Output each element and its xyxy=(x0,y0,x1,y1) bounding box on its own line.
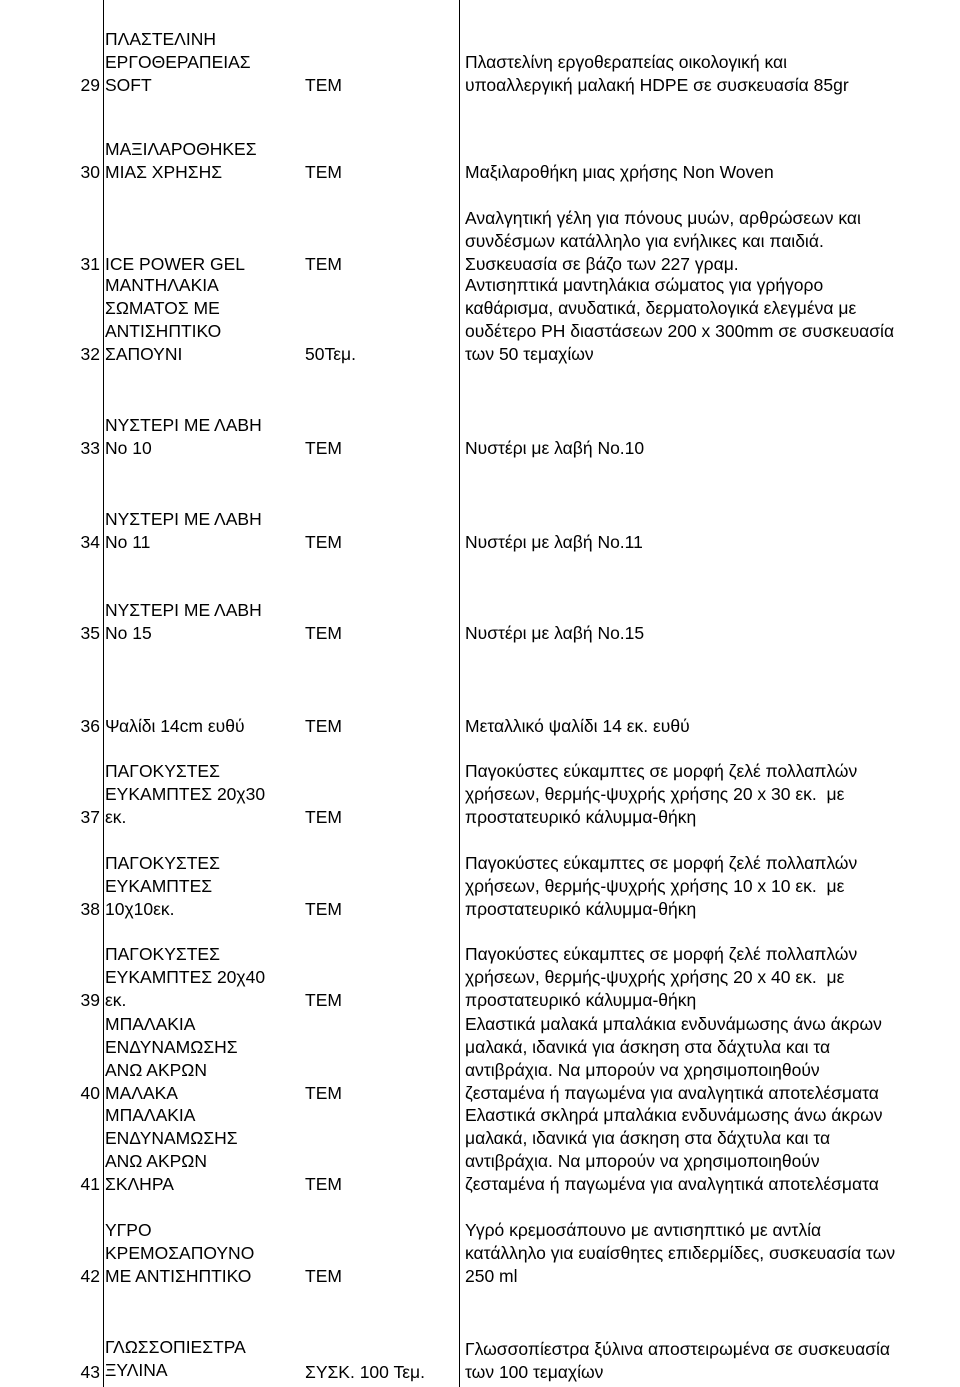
table-row xyxy=(0,1336,960,1384)
item-name: ΝΥΣΤΕΡΙ ΜΕ ΛΑΒΗ No 15 xyxy=(105,600,262,643)
table-row xyxy=(0,1104,960,1196)
item-unit: ΤΕΜ xyxy=(305,623,342,643)
item-name: ΠΑΓΟΚΥΣΤΕΣ ΕΥΚΑΜΠΤΕΣ 10χ10εκ. xyxy=(105,853,220,919)
item-name: ICE POWER GEL xyxy=(105,254,246,274)
item-unit: ΤΕΜ xyxy=(305,254,342,274)
item-description: Ελαστικά σκληρά μπαλάκια ενδυνάμωσης άνω άκρων μαλακά, ιδανικά για άσκηση στα δάχτυλα και τα αντιβράχια. Να μπορούν να χρησιμοποιηθούν ζεσταμένα ή παγωμένα για αναλγητικά αποτελέσματα xyxy=(465,1105,883,1194)
item-number: 35 xyxy=(80,623,100,643)
table-row xyxy=(0,14,960,97)
item-name: ΜΑΞΙΛΑΡΟΘΗΚΕΣ ΜΙΑΣ ΧΡΗΣΗΣ xyxy=(105,139,257,182)
item-name: ΠΑΓΟΚΥΣΤΕΣ ΕΥΚΑΜΠΤΕΣ 20χ30 εκ. xyxy=(105,761,266,827)
item-number: 40 xyxy=(80,1083,100,1103)
item-number: 29 xyxy=(80,75,100,95)
item-description: Γλωσσοπίεστρα ξύλινα αποστειρωμένα σε συσκευασία των 100 τεμαχίων xyxy=(465,1339,891,1382)
item-unit: ΤΕΜ xyxy=(305,75,342,95)
item-number: 32 xyxy=(80,344,100,364)
table-row xyxy=(0,1219,960,1289)
table-row xyxy=(0,207,960,276)
item-name: ΜΠΑΛΑΚΙΑ ΕΝΔΥΝΑΜΩΣΗΣ ΑΝΩ ΑΚΡΩΝ ΣΚΛΗΡΑ xyxy=(105,1105,238,1194)
table-row xyxy=(0,852,960,922)
item-unit: ΣΥΣΚ. 100 Τεμ. xyxy=(305,1362,425,1382)
item-unit: ΤΕΜ xyxy=(305,1266,342,1286)
item-number: 39 xyxy=(80,990,100,1010)
table-row xyxy=(0,505,960,555)
table-row xyxy=(0,943,960,1013)
item-description: Νυστέρι με λαβή Νο.15 xyxy=(465,623,645,643)
item-number: 42 xyxy=(80,1266,100,1286)
item-name: ΠΑΓΟΚΥΣΤΕΣ ΕΥΚΑΜΠΤΕΣ 20χ40 εκ. xyxy=(105,944,266,1010)
table-row xyxy=(0,274,960,366)
item-name: Ψαλίδι 14cm ευθύ xyxy=(105,716,245,736)
item-name: ΥΓΡΟ ΚΡΕΜΟΣΑΠΟΥΝΟ ΜΕ ΑΝΤΙΣΗΠΤΙΚΟ xyxy=(105,1220,255,1286)
table-row xyxy=(0,411,960,461)
item-description: Μεταλλικό ψαλίδι 14 εκ. ευθύ xyxy=(465,716,690,736)
item-description: Παγοκύστες εύκαμπτες σε μορφή ζελέ πολλαπλών χρήσεων, θερμής-ψυχρής χρήσης 20 x 30 εκ. με προστατευρικό κάλυμμα-θήκη xyxy=(465,761,858,827)
item-name: ΝΥΣΤΕΡΙ ΜΕ ΛΑΒΗ No 10 xyxy=(105,415,262,458)
item-description: Νυστέρι με λαβή Νο.10 xyxy=(465,438,645,458)
item-number: 37 xyxy=(80,807,100,827)
item-name: ΜΑΝΤΗΛΑΚΙΑ ΣΩΜΑΤΟΣ ΜΕ ΑΝΤΙΣΗΠΤΙΚΟ ΣΑΠΟΥΝΙ xyxy=(105,275,222,364)
item-description: Μαξιλαροθήκη μιας χρήσης Non Woven xyxy=(465,162,774,182)
item-number: 30 xyxy=(80,162,100,182)
item-number: 41 xyxy=(80,1174,100,1194)
item-description: Πλαστελίνη εργοθεραπείας οικολογική και υποαλλεργική μαλακή HDPE σε συσκευασία 85gr xyxy=(465,52,849,95)
table-row xyxy=(0,596,960,646)
item-description: Παγοκύστες εύκαμπτες σε μορφή ζελέ πολλαπλών χρήσεων, θερμής-ψυχρής χρήσης 20 x 40 εκ. με προστατευρικό κάλυμμα-θήκη xyxy=(465,944,858,1010)
item-number: 43 xyxy=(80,1362,100,1382)
item-unit: ΤΕΜ xyxy=(305,990,342,1010)
item-name: ΝΥΣΤΕΡΙ ΜΕ ΛΑΒΗ No 11 xyxy=(105,509,262,552)
item-unit: ΤΕΜ xyxy=(305,899,342,919)
item-description: Νυστέρι με λαβή Νο.11 xyxy=(465,532,643,552)
item-unit: ΤΕΜ xyxy=(305,1083,342,1103)
item-description: Αντισηπτικά μαντηλάκια σώματος για γρήγορο καθάρισμα, ανυδατικά, δερματολογικά ελεγμένα με ουδέτερο PH διαστάσεων 200 x 300mm σε συσκευασία των 50 τεμαχίων xyxy=(465,275,895,364)
item-unit: ΤΕΜ xyxy=(305,162,342,182)
item-unit: ΤΕΜ xyxy=(305,807,342,827)
item-number: 34 xyxy=(80,532,100,552)
item-unit: ΤΕΜ xyxy=(305,532,342,552)
table-row xyxy=(0,1013,960,1105)
item-name: ΜΠΑΛΑΚΙΑ ΕΝΔΥΝΑΜΩΣΗΣ ΑΝΩ ΑΚΡΩΝ ΜΑΛΑΚΑ xyxy=(105,1014,238,1103)
item-number: 33 xyxy=(80,438,100,458)
item-description: Ελαστικά μαλακά μπαλάκια ενδυνάμωσης άνω άκρων μαλακά, ιδανικά για άσκηση στα δάχτυλα και τα αντιβράχια. Να μπορούν να χρησιμοποιηθούν ζεσταμένα ή παγωμένα για αναλγητικά αποτελέσματα xyxy=(465,1014,882,1103)
table-row xyxy=(0,715,960,740)
item-name: ΠΛΑΣΤΕΛΙΝΗ ΕΡΓΟΘΕΡΑΠΕΙΑΣ SOFT xyxy=(105,29,251,95)
item-description: Υγρό κρεμοσάπουνο με αντισηπτικό με αντλία κατάλληλο για ευαίσθητες επιδερμίδες, συσκευασία των 250 ml xyxy=(465,1220,896,1286)
item-unit: 50Τεμ. xyxy=(305,344,356,364)
item-name: ΓΛΩΣΣΟΠΙΕΣΤΡΑ ΞΥΛΙΝΑ xyxy=(105,1337,246,1380)
item-number: 38 xyxy=(80,899,100,919)
item-number: 36 xyxy=(80,716,100,736)
item-description: Αναλγητική γέλη για πόνους μυών, αρθρώσεων και συνδέσμων κατάλληλο για ενήλικες και παιδιά. Συσκευασία σε βάζο των 227 γραμ. xyxy=(465,208,861,274)
item-description: Παγοκύστες εύκαμπτες σε μορφή ζελέ πολλαπλών χρήσεων, θερμής-ψυχρής χρήσης 10 x 10 εκ. με προστατευρικό κάλυμμα-θήκη xyxy=(465,853,858,919)
item-number: 31 xyxy=(80,254,100,274)
item-unit: ΤΕΜ xyxy=(305,1174,342,1194)
table-row xyxy=(0,138,960,188)
table-row xyxy=(0,760,960,830)
item-unit: ΤΕΜ xyxy=(305,438,342,458)
item-unit: ΤΕΜ xyxy=(305,716,342,736)
